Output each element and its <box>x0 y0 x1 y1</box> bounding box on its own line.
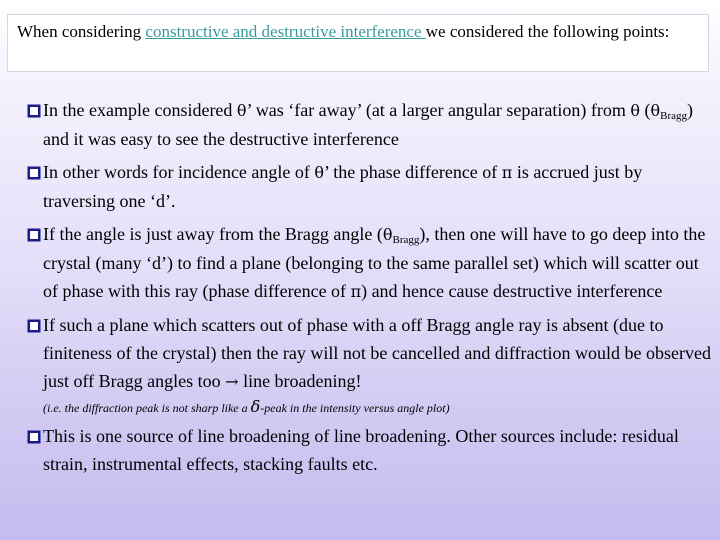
bullet-text: line broadening! <box>238 371 362 391</box>
interference-link[interactable]: constructive and destructive interference <box>145 22 426 41</box>
bullet-text: ’ the phase difference of <box>324 162 502 182</box>
bullet-text: ) and it was easy to see the destructive interference <box>43 100 694 149</box>
bullet-text: If the angle is just away from the Bragg angle ( <box>43 224 383 244</box>
square-bullet-icon <box>26 165 41 180</box>
arrow-right-icon: → <box>225 372 239 391</box>
theta-symbol: θ <box>630 101 641 120</box>
delta-symbol: δ <box>250 397 261 416</box>
pi-symbol: π <box>350 282 362 301</box>
bullet-text: In other words for incidence angle of <box>43 162 315 182</box>
intro-text-start: When considering <box>17 22 146 41</box>
bullet-text: This is one source of line broadening of line broadening. Other sources include: residual strain, instrumental effects, stacking faults etc. <box>43 426 679 474</box>
theta-symbol: θ <box>382 225 393 244</box>
bullet-text: ( <box>640 100 651 120</box>
intro-box <box>7 14 709 72</box>
square-bullet-icon <box>26 318 41 333</box>
bullet-text: ’ was ‘far away’ (at a larger angular separation) from <box>246 100 631 120</box>
square-bullet-icon <box>26 103 41 118</box>
bullet-item-5 <box>26 422 711 478</box>
theta-symbol: θ <box>236 101 247 120</box>
bullet-text: In the example considered <box>43 100 237 120</box>
bullet-item-1 <box>26 96 711 153</box>
note-text: -peak in the intensity versus angle plot) <box>260 401 450 415</box>
bullet-item-3 <box>26 220 711 306</box>
footnote <box>43 396 711 417</box>
bullet-text: ) and hence cause destructive interference <box>361 281 663 301</box>
bullet-item-4 <box>26 311 711 417</box>
intro-text-end: we considered the following points: <box>425 22 670 41</box>
bullet-text: If such a plane which scatters out of phase with a off Bragg angle ray is absent (due to finiteness of the crystal) then the ray will not be cancelled and diffraction would be observed just off Bragg angles too <box>43 315 711 391</box>
bullet-text: ), then one will have to go deep into the crystal (many ‘d’) to find a plane (belonging to the same parallel set) which will scatter out of phase with this ray (phase difference of <box>43 224 706 301</box>
bragg-subscript: Bragg <box>392 234 420 246</box>
theta-symbol: θ <box>650 101 661 120</box>
bragg-subscript: Bragg <box>660 110 688 122</box>
square-bullet-icon <box>26 429 41 444</box>
pi-symbol: π <box>501 163 513 182</box>
bullet-list <box>26 96 711 483</box>
bullet-text: is accrued just by traversing one ‘d’. <box>43 162 643 211</box>
bullet-item-2 <box>26 158 711 215</box>
note-text: (i.e. the diffraction peak is not sharp like a <box>43 401 251 415</box>
theta-symbol: θ <box>314 163 325 182</box>
square-bullet-icon <box>26 227 41 242</box>
